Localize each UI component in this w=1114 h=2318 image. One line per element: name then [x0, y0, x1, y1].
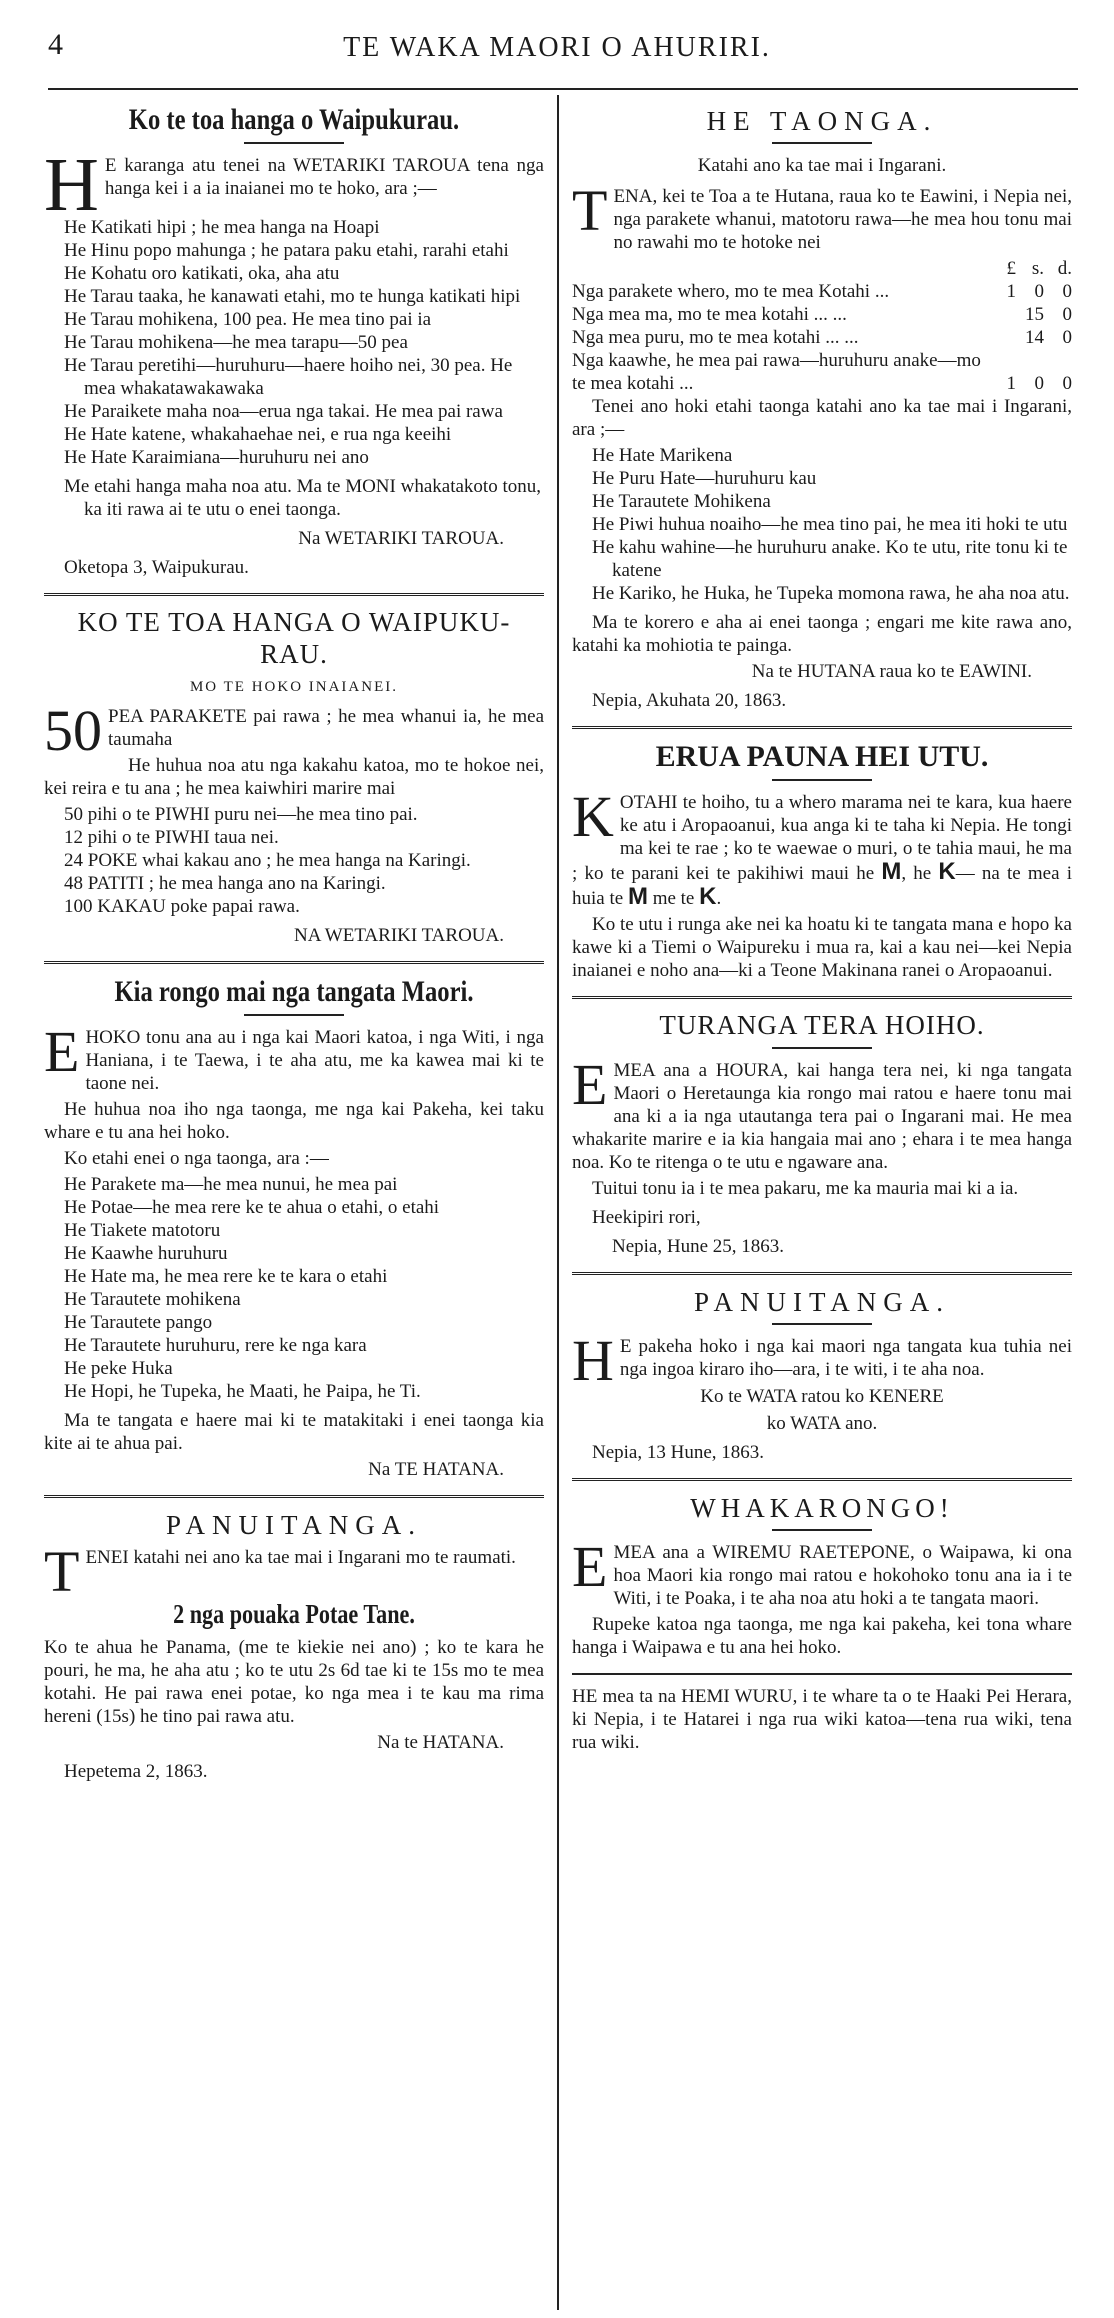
right-column: [572, 98, 1072, 1757]
body-text: Ko te ahua he Panama, (me te kiekie nei ano) ; ko te kara he pouri, he ma, he aha atu ; ko te utu 2s 6d tae ki te 15s mo te mea kotahi. He pai rawa enei potae, ko nga mea i te kau ma rima hereni (15s) he tino pai rawa atu.: [44, 1637, 544, 1727]
intro-text: PEA PARAKETE pai rawa ; he mea whanui ia, he mea taumaha: [108, 706, 544, 750]
drop-cap: T: [44, 1539, 80, 1604]
title-rule: [244, 142, 344, 144]
item-list: [44, 1173, 544, 1403]
section-divider: [572, 996, 1072, 999]
intro-text: MEA ana a HOURA, kai hanga tera nei, ki nga tangata Maori o Heretaunga kia rongo mai ratou e haere tonu mai ana ki a ia nga utautanga tera pai o Ingarani mai. He mea whakarite marire e ia kia hangaia mai ano ; ehara i te mea hanga noa. Ko te ritenga o te utu e ngaware ana.: [572, 1060, 1072, 1173]
signature: Ko te WATA ratou ko KENERE: [700, 1386, 944, 1407]
price-pounds: 1: [1006, 373, 1016, 394]
brand-mark-k: K: [699, 883, 717, 910]
body-text: Tenei ano hoki etahi taonga katahi ano ka tae mai i Ingarani, ara ;—: [572, 396, 1072, 440]
list-item: He Potae—he mea rere ke te ahua o etahi, o etahi: [64, 1197, 440, 1218]
list-item: 12 pihi o te PIWHI taua nei.: [64, 827, 279, 848]
price-pence: 0: [1062, 373, 1072, 394]
notice-kia-rongo-mai: [44, 974, 544, 1481]
price-row: [572, 303, 1072, 326]
section-divider: [44, 961, 544, 964]
list-item: He Hate katene, whakahaehae nei, e rua nga keeihi: [64, 424, 452, 445]
drop-cap: E: [572, 1052, 608, 1117]
list-item: He Katikati hipi ; he mea hanga na Hoapi: [64, 217, 380, 238]
notice-erua-pauna: ERUA PAUNA HEI UTU. KOTAHI te hoiho, tu a whero marama nei te kara, kua haere ke atu i Aropaoanui, kua anga ki te taha ki Nepia. He tongi ma kei te rae ; ko te waewae o muri, o te tahia maui, he ma ; ko te parani kei te pakihiwi maui he M, he K— na te mea i huia te M me te K. Ko te utu i runga ake nei ka hoatu ki te tangata mana e hopo ka kawe ki a Tiemi o Waipureku i mua ra, kai a kau nei—kei Nepia inaianei e noho ana—ki a Teone Makinana ranei o Aropaoanui.: [572, 740, 1072, 981]
body-text: He huhua noa atu nga kakahu katoa, mo te hokoe nei, kei reira e tu ana ; he mea kaiwhiri marire mai: [44, 755, 544, 799]
list-item: He Puru Hate—huruhuru kau: [592, 468, 817, 489]
title-rule: [244, 1014, 344, 1016]
lead-text: Ko etahi enei o nga taonga, ara :—: [64, 1148, 329, 1169]
section-divider: [572, 1673, 1072, 1675]
signature: Na te HUTANA raua ko te EAWINI.: [751, 661, 1032, 682]
list-item: He Tarautete huruhuru, rere ke nga kara: [64, 1335, 367, 1356]
dateline: Oketopa 3, Waipukurau.: [64, 557, 249, 578]
list-item: He Tarautete pango: [64, 1312, 213, 1333]
printer-imprint: HE mea ta na HEMI WURU, i te whare ta o te Haaki Pei Herara, ki Nepia, i te Hatarei i nga rua wiki katoa—tena rua wiki, tena rua wiki.: [572, 1686, 1072, 1753]
signature-continued: ko WATA ano.: [766, 1413, 878, 1434]
price-shillings: 14: [1025, 327, 1044, 348]
closing-text: Ma te tangata e haere mai ki te matakitaki i enei taonga kia kite ai te ahua pai.: [44, 1410, 544, 1454]
brand-text: — na te mea i huia te: [572, 863, 1072, 909]
title-rule: [772, 1323, 872, 1325]
drop-cap: T: [572, 178, 608, 243]
price-pounds: [988, 303, 1016, 326]
drop-cap: H: [572, 1328, 614, 1393]
signature: Heekipiri rori,: [592, 1207, 701, 1228]
intro-text: MEA ana a WIREMU RAETEPONE, o Waipawa, ki ona hoa Maori kia rongo mai ratou e hokohoko tonu ana ia i te Witi, i te Poaka, i te aha noa atu hoki a te tangata maori.: [613, 1542, 1072, 1609]
section-title: ERUA PAUNA HEI UTU.: [655, 740, 989, 773]
list-item: He Tarautete Mohikena: [592, 491, 771, 512]
price-pounds: 1: [1006, 281, 1016, 302]
title-rule: [772, 1047, 872, 1049]
signature: Na TE HATANA.: [368, 1459, 504, 1480]
list-item: He Hopi, he Tupeka, he Maati, he Paipa, he Ti.: [64, 1381, 421, 1402]
list-item: He Tarau taaka, he kanawati etahi, mo te hunga katikati hipi: [64, 286, 521, 307]
subheading: 2 nga pouaka Potae Tane.: [173, 1599, 415, 1629]
notice-panuitanga-kai-maori: [572, 1285, 1072, 1464]
list-item: He Hate ma, he mea rere ke te kara o etahi: [64, 1266, 388, 1287]
price-shillings: 15: [1025, 304, 1044, 325]
brand-mark-k: K: [938, 858, 956, 885]
list-item: He Tarau mohikena, 100 pea. He mea tino pai ia: [64, 309, 432, 330]
item-list: [44, 216, 544, 469]
list-item: 48 PATITI ; he mea hanga ano na Karingi.: [64, 873, 386, 894]
drop-cap: H: [44, 143, 99, 227]
drop-cap: E: [572, 1534, 608, 1599]
drop-cap: E: [44, 1019, 80, 1084]
section-title: HE TAONGA.: [706, 106, 938, 136]
dateline: Nepia, 13 Hune, 1863.: [592, 1442, 765, 1463]
section-title: WHAKARONGO!: [690, 1493, 954, 1523]
shillings-header: s.: [1031, 258, 1044, 279]
price-header-row: [572, 257, 1072, 280]
dateline: Nepia, Akuhata 20, 1863.: [592, 690, 787, 711]
pence-header: d.: [1057, 258, 1072, 279]
price-shillings: 0: [1034, 373, 1044, 394]
price-table: [572, 257, 1072, 395]
list-item: He Tiakete matotoru: [64, 1220, 221, 1241]
list-item: He Hate Karaimiana—huruhuru nei ano: [64, 447, 369, 468]
notice-toa-hanga-waipukurau-2: [44, 606, 544, 947]
list-item: 50 pihi o te PIWHI puru nei—he mea tino pai.: [64, 804, 418, 825]
section-title: KO TE TOA HANGA O WAIPUKU- RAU.: [77, 607, 511, 669]
body-text: Rupeke katoa nga taonga, me nga kai pakeha, kei tona whare hanga i Waipawa e tu ana hei hoko.: [572, 1614, 1072, 1658]
section-divider: [44, 593, 544, 596]
section-title: Kia rongo mai nga tangata Maori.: [114, 975, 474, 1008]
brand-joiner: me te: [652, 888, 695, 909]
price-pence: 0: [1062, 327, 1072, 348]
notice-whakarongo: [572, 1491, 1072, 1659]
body-text: Tuitui tonu ia i te mea pakaru, me ka mauria mai ki a ia.: [592, 1178, 1019, 1199]
price-shillings: 0: [1034, 281, 1044, 302]
closing-text: Ma te korero e aha ai enei taonga ; engari me kite rawa ano, katahi ka mohiotia te painga.: [572, 612, 1072, 656]
signature: Na WETARIKI TAROUA.: [298, 528, 504, 549]
section-divider: [572, 726, 1072, 729]
column-divider: [557, 95, 559, 2310]
section-divider: [572, 1272, 1072, 1275]
section-divider: [572, 1478, 1072, 1481]
section-title: PANUITANGA.: [693, 1287, 951, 1317]
price-pence: 0: [1062, 281, 1072, 302]
price-label: Nga mea puru, mo te mea kotahi ... ...: [572, 327, 859, 348]
price-label: Nga mea ma, mo te mea kotahi ... ...: [572, 304, 847, 325]
body-text: He huhua noa iho nga taonga, me nga kai Pakeha, kei taku whare e tu ana hei hoko.: [44, 1099, 544, 1143]
intro-text: ENA, kei te Toa a te Hutana, raua ko te Eawini, i Nepia nei, nga parakete whanui, matotoru rawa—he mea hou tonu mai no rawahi mo te hotoke nei: [613, 186, 1072, 253]
price-label: Nga kaawhe, he mea pai rawa—huruhuru anake—mo te mea kotahi ...: [572, 350, 981, 394]
section-title: TURANGA TERA HOIHO.: [659, 1010, 985, 1040]
intro-text: E pakeha hoko i nga kai maori nga tangata kua tuhia nei nga ingoa kiraro iho—ara, i te witi, i te aha noa.: [619, 1336, 1072, 1380]
item-list: [572, 444, 1072, 605]
list-item: He Tarau mohikena—he mea tarapu—50 pea: [64, 332, 408, 353]
section-subtitle: MO TE HOKO INAIANEI.: [189, 679, 399, 695]
list-item: He Piwi huhua noaiho—he mea tino pai, he mea iti hoki te utu: [592, 514, 1068, 535]
left-column: [44, 98, 544, 1787]
list-item: He Parakete ma—he mea nunui, he mea pai: [64, 1174, 398, 1195]
price-pounds: [988, 326, 1016, 349]
notice-turanga-tera-hoiho: [572, 1009, 1072, 1258]
drop-cap: K: [572, 784, 614, 849]
page-header: [0, 24, 1114, 64]
price-row: [572, 326, 1072, 349]
notice-panuitanga-potae: [44, 1508, 544, 1783]
list-item: He Kohatu oro katikati, oka, aha atu: [64, 263, 340, 284]
section-divider: [44, 1495, 544, 1498]
drop-cap: 50: [44, 698, 102, 763]
closing-text: Me etahi hanga maha noa atu. Ma te MONI whakatakoto tonu, ka iti rawa ai te utu o enei taonga.: [64, 476, 541, 520]
lead-text: Katahi ano ka tae mai i Ingarani.: [697, 155, 947, 176]
list-item: He Kaawhe huruhuru: [64, 1243, 228, 1264]
brand-separator: , he: [901, 863, 932, 884]
title-rule: [772, 1529, 872, 1531]
list-item: He kahu wahine—he huruhuru anake. Ko te utu, rite tonu ki te katene: [592, 537, 1068, 581]
price-row: [572, 349, 1072, 395]
header-rule: [48, 88, 1078, 90]
list-item: He peke Huka: [64, 1358, 173, 1379]
list-item: 100 KAKAU poke papai rawa.: [64, 896, 300, 917]
price-pence: 0: [1062, 304, 1072, 325]
list-item: He Tarau peretihi—huruhuru—haere hoiho nei, 30 pea. He mea whakatawakawaka: [64, 355, 513, 399]
list-item: He Tarautete mohikena: [64, 1289, 241, 1310]
price-row: [572, 280, 1072, 303]
signature: Na te HATANA.: [377, 1732, 504, 1753]
section-title: Ko te toa hanga o Waipukurau.: [128, 103, 460, 136]
dateline: Nepia, Hune 25, 1863.: [612, 1236, 785, 1257]
section-title: PANUITANGA.: [165, 1510, 423, 1540]
signature: NA WETARIKI TAROUA.: [294, 925, 504, 946]
item-list: [44, 803, 544, 918]
title-rule: [772, 779, 872, 781]
intro-text: ENEI katahi nei ano ka tae mai i Ingarani mo te raumati.: [85, 1547, 516, 1568]
brand-mark-m: M: [881, 858, 902, 885]
list-item: He Kariko, he Huka, he Tupeka momona rawa, he aha noa atu.: [592, 583, 1070, 604]
title-rule: [772, 142, 872, 144]
newspaper-title: TE WAKA MAORI O AHURIRI.: [343, 32, 771, 63]
body-text: Ko te utu i runga ake nei ka hoatu ki te tangata mana e hopo ka kawe ki a Tiemi o Waipureku i mua ra, kai a kau nei—kei Nepia inaianei e noho ana—ki a Teone Makinana ranei o Aropaoanui.: [572, 914, 1072, 981]
price-label: Nga parakete whero, mo te mea Kotahi ...: [572, 281, 890, 302]
intro-text: OTAHI te hoiho, tu a whero marama nei te kara, kua haere ke atu i Aropaoanui, kua anga ki te taha ki Nepia. He tongi ma kei te rae ; ko te waewae o muri, o te tahia maui, he ma ; ko te parani kei te pakihiwi maui he: [572, 792, 1072, 884]
intro-text: HOKO tonu ana au i nga kai Maori katoa, i nga Witi, i nga Haniana, i te Taewa, i te aha atu, me ka kawea mai ki te taone nei.: [85, 1027, 544, 1094]
notice-toa-hanga-waipukurau: [44, 102, 544, 579]
list-item: He Hate Marikena: [592, 445, 733, 466]
list-item: He Paraikete maha noa—erua nga takai. He mea pai rawa: [64, 401, 503, 422]
page-number: 4: [48, 28, 63, 61]
intro-text: E karanga atu tenei na WETARIKI TAROUA tena nga hanga kei i a ia inaianei mo te hoko, ara ;—: [104, 155, 544, 199]
pounds-header: £: [1006, 258, 1016, 279]
list-item: He Hinu popo mahunga ; he patara paku etahi, rarahi etahi: [64, 240, 509, 261]
brand-mark-m-reversed: M: [627, 883, 648, 910]
notice-he-taonga: [572, 104, 1072, 712]
dateline: Hepetema 2, 1863.: [64, 1761, 208, 1782]
list-item: 24 POKE whai kakau ano ; he mea hanga na Karingi.: [64, 850, 471, 871]
